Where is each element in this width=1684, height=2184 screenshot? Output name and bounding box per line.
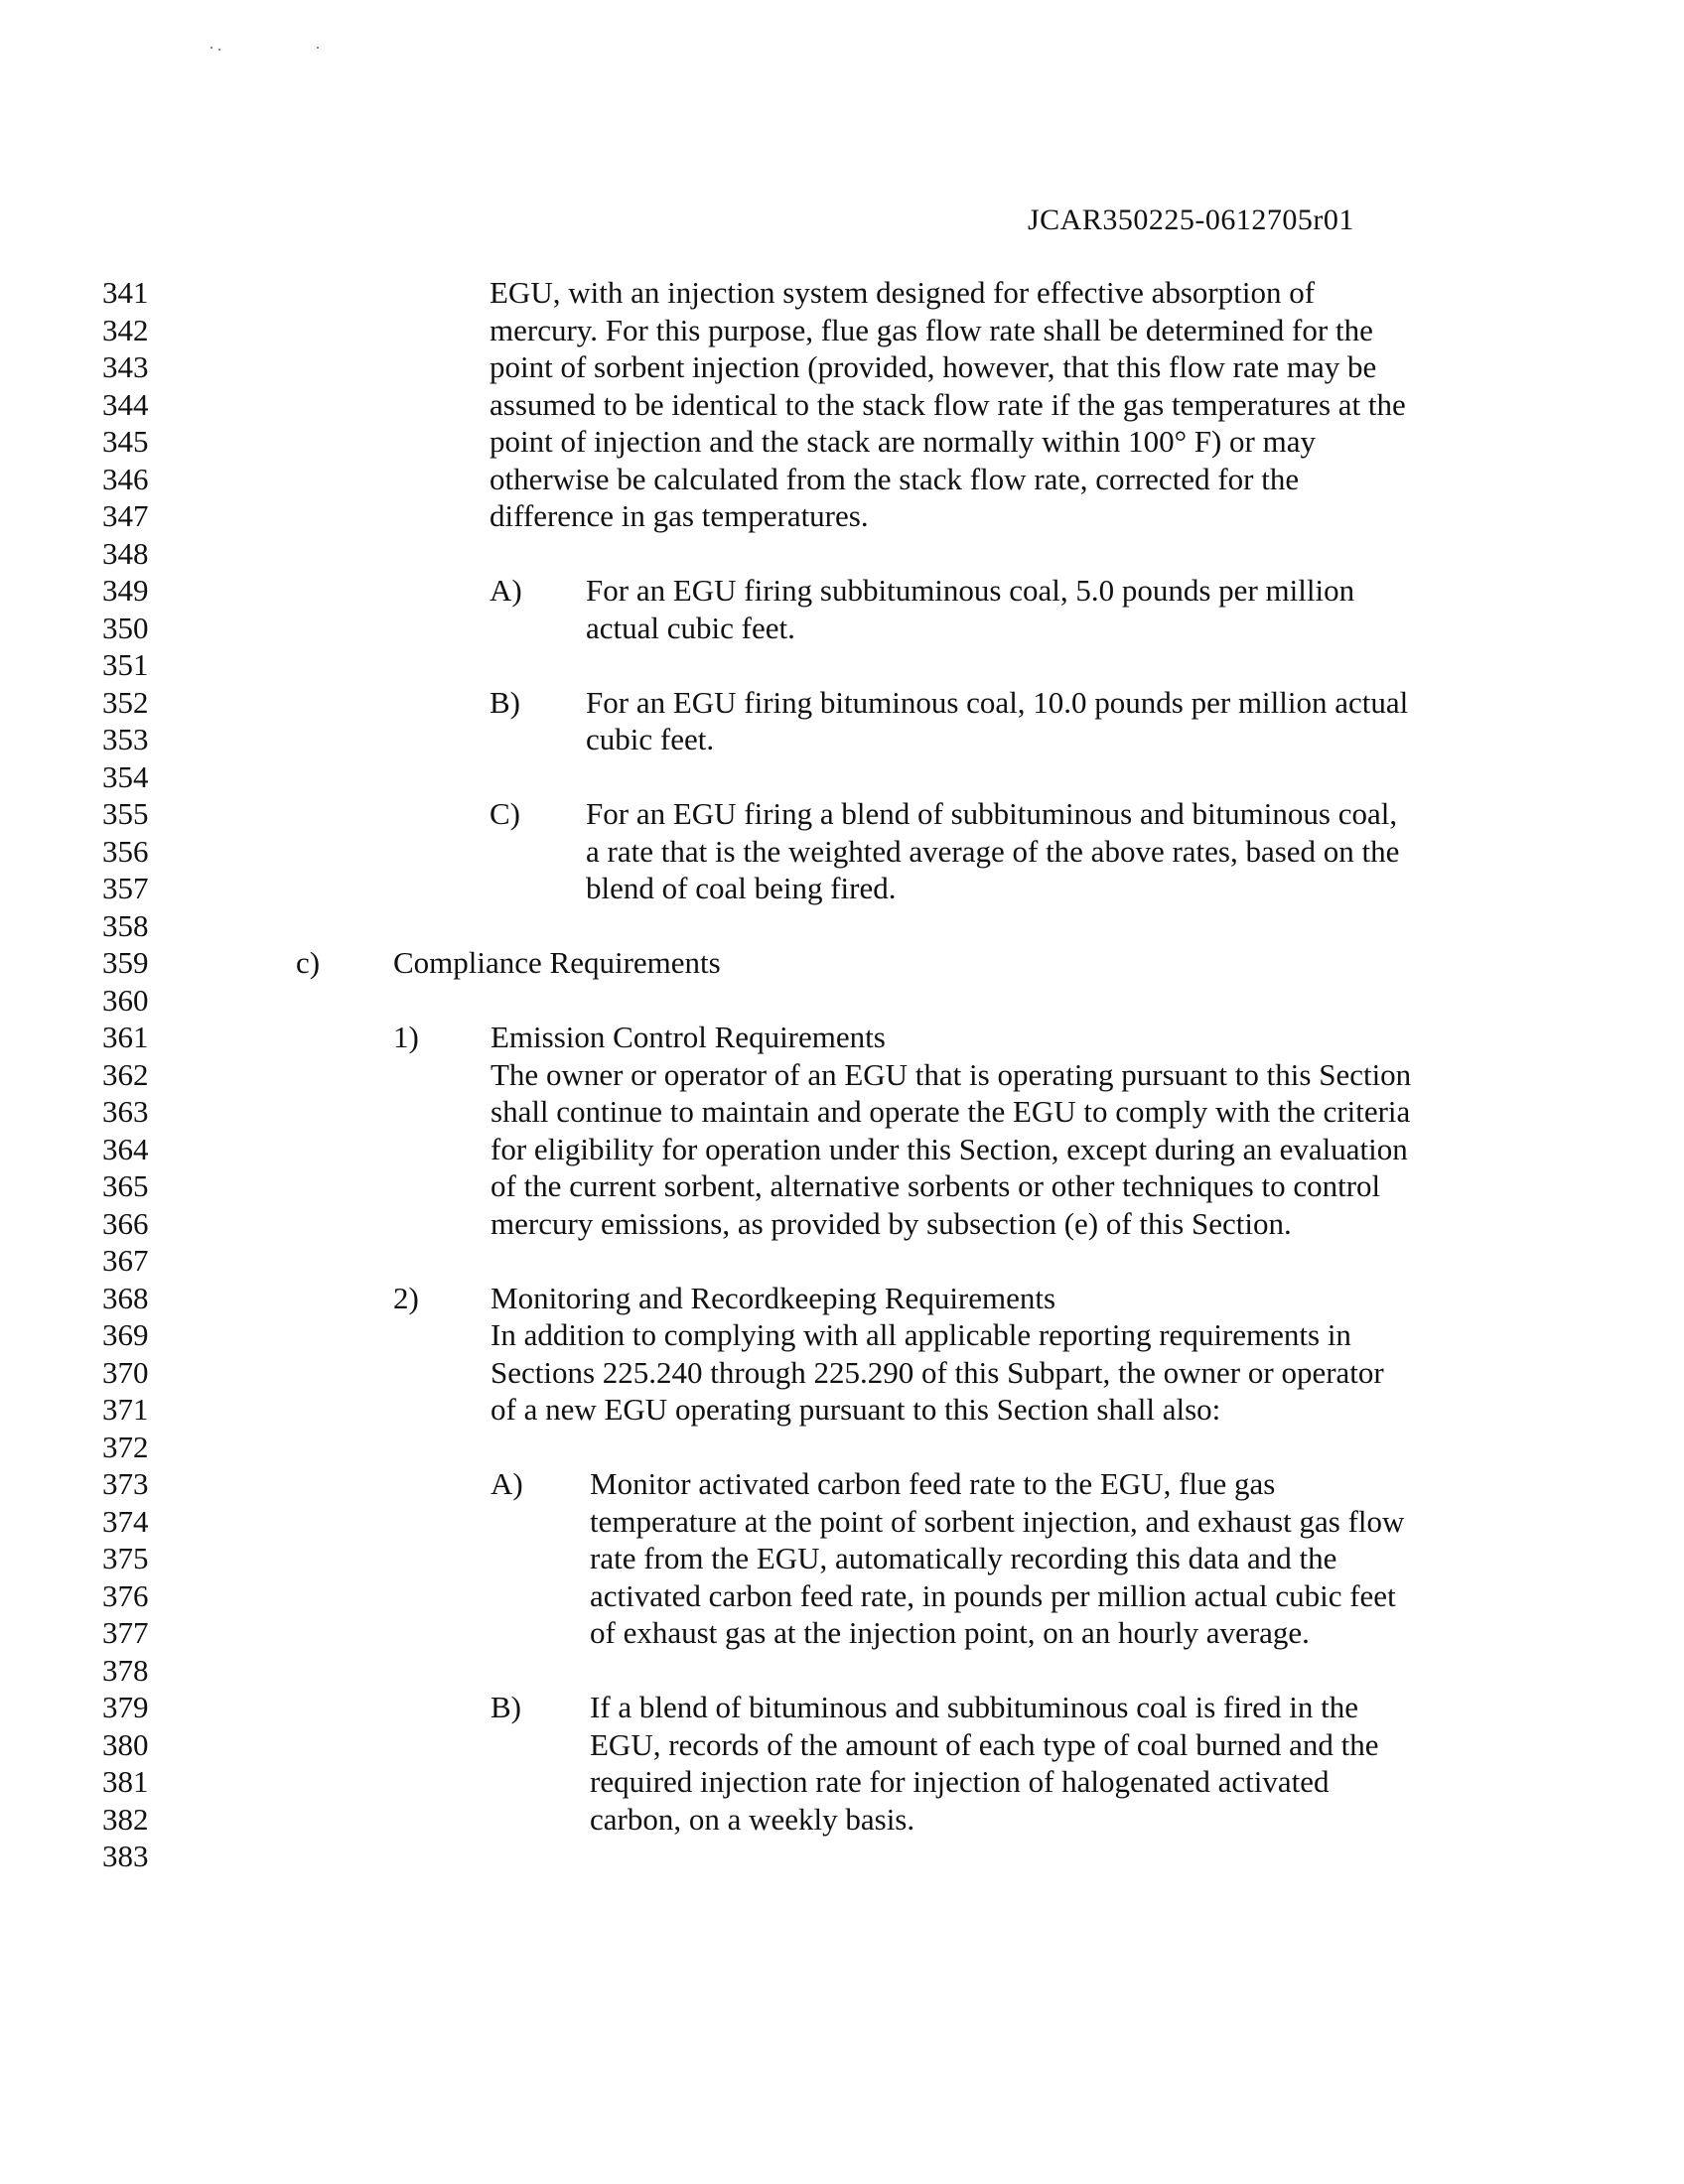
text-line: for eligibility for operation under this Section, except during an evaluation [491, 1131, 1408, 1166]
document-id: JCAR350225-0612705r01 [1028, 204, 1354, 236]
text-line: For an EGU firing bituminous coal, 10.0 pounds per million actual [586, 684, 1409, 720]
line-number: 342 [102, 312, 149, 347]
line-number: 346 [102, 461, 149, 496]
line-number: 358 [102, 907, 149, 943]
line-number: 373 [102, 1466, 149, 1501]
text-line: difference in gas temperatures. [490, 498, 869, 533]
line-number: 362 [102, 1056, 149, 1092]
text-line: Monitor activated carbon feed rate to the EGU, flue gas [590, 1466, 1276, 1501]
text-line: of the current sorbent, alternative sorbents or other techniques to control [491, 1168, 1381, 1203]
text-line: required injection rate for injection of halogenated activated [590, 1764, 1330, 1799]
text-line: Sections 225.240 through 225.290 of this Subpart, the owner or operator [491, 1354, 1384, 1390]
text-line: actual cubic feet. [586, 610, 795, 645]
line-number: 356 [102, 833, 149, 869]
line-number: 345 [102, 424, 149, 459]
line-number: 359 [102, 945, 149, 980]
text-line: mercury. For this purpose, flue gas flow rate shall be determined for the [490, 312, 1373, 347]
line-number: 355 [102, 796, 149, 831]
text-line: point of injection and the stack are normally within 100° F) or may [490, 424, 1316, 459]
text-line: In addition to complying with all applicable reporting requirements in [491, 1317, 1351, 1352]
line-number: 361 [102, 1020, 149, 1054]
line-number: 375 [102, 1541, 149, 1575]
text-line: carbon, on a weekly basis. [590, 1801, 915, 1837]
line-number: 354 [102, 758, 149, 794]
line-number: 381 [102, 1764, 149, 1799]
line-number: 374 [102, 1503, 149, 1539]
line-number: 377 [102, 1615, 149, 1650]
text-line: of exhaust gas at the injection point, on an hourly average. [590, 1615, 1310, 1650]
line-number: 371 [102, 1392, 149, 1427]
text-line: EGU, records of the amount of each type of coal burned and the [590, 1726, 1379, 1762]
list-marker: B) [491, 1690, 521, 1724]
scan-artifact [210, 47, 212, 49]
text-line: If a blend of bituminous and subbituminous coal is fired in the [590, 1690, 1359, 1724]
line-number: 347 [102, 498, 149, 533]
list-marker: c) [296, 945, 321, 980]
line-number: 364 [102, 1131, 149, 1166]
line-number: 376 [102, 1577, 149, 1613]
line-number: 341 [102, 275, 149, 310]
list-marker: A) [491, 1466, 523, 1501]
text-line: blend of coal being fired. [586, 871, 897, 905]
line-number: 357 [102, 871, 149, 905]
line-number: 348 [102, 535, 149, 571]
text-line: For an EGU firing subbituminous coal, 5.0 pounds per million [586, 573, 1355, 608]
line-number: 360 [102, 982, 149, 1018]
text-line: rate from the EGU, automatically recording this data and the [590, 1541, 1337, 1575]
text-line: The owner or operator of an EGU that is operating pursuant to this Section [491, 1056, 1412, 1092]
list-marker: 1) [393, 1020, 419, 1054]
text-line: cubic feet. [586, 722, 715, 756]
line-number: 349 [102, 573, 149, 608]
text-line: Emission Control Requirements [491, 1020, 886, 1054]
list-marker: 2) [393, 1280, 419, 1315]
text-line: point of sorbent injection (provided, however, that this flow rate may be [490, 349, 1377, 384]
text-line: Monitoring and Recordkeeping Requirements [491, 1280, 1056, 1315]
text-line: EGU, with an injection system designed for effective absorption of [490, 275, 1316, 310]
line-number: 372 [102, 1429, 149, 1464]
text-line: temperature at the point of sorbent injection, and exhaust gas flow [590, 1503, 1405, 1539]
line-number: 380 [102, 1726, 149, 1762]
line-number: 366 [102, 1205, 149, 1241]
line-number: 368 [102, 1280, 149, 1315]
line-number: 378 [102, 1652, 149, 1688]
list-marker: A) [490, 573, 522, 608]
line-number: 370 [102, 1354, 149, 1390]
text-line: otherwise be calculated from the stack flow rate, corrected for the [490, 461, 1300, 496]
text-line: activated carbon feed rate, in pounds per million actual cubic feet [590, 1577, 1396, 1613]
line-number: 379 [102, 1690, 149, 1724]
list-marker: C) [490, 796, 520, 831]
line-number: 382 [102, 1801, 149, 1837]
text-line: Compliance Requirements [393, 945, 721, 980]
text-line: For an EGU firing a blend of subbituminous and bituminous coal, [586, 796, 1398, 831]
line-number: 365 [102, 1168, 149, 1203]
line-number: 350 [102, 610, 149, 645]
line-number: 363 [102, 1094, 149, 1129]
text-line: a rate that is the weighted average of the above rates, based on the [586, 833, 1400, 869]
text-line: assumed to be identical to the stack flow rate if the gas temperatures at the [490, 386, 1406, 422]
text-line: of a new EGU operating pursuant to this Section shall also: [491, 1392, 1221, 1427]
text-line: mercury emissions, as provided by subsection (e) of this Section. [491, 1205, 1292, 1241]
list-marker: B) [490, 684, 520, 720]
line-number: 343 [102, 349, 149, 384]
line-number: 383 [102, 1839, 149, 1873]
line-number: 353 [102, 722, 149, 756]
scan-artifact [218, 49, 220, 51]
line-number: 351 [102, 647, 149, 682]
line-number: 369 [102, 1317, 149, 1352]
text-line: shall continue to maintain and operate the EGU to comply with the criteria [491, 1094, 1411, 1129]
line-number: 344 [102, 386, 149, 422]
line-number: 367 [102, 1243, 149, 1278]
line-number: 352 [102, 684, 149, 720]
scan-artifact [317, 47, 319, 49]
